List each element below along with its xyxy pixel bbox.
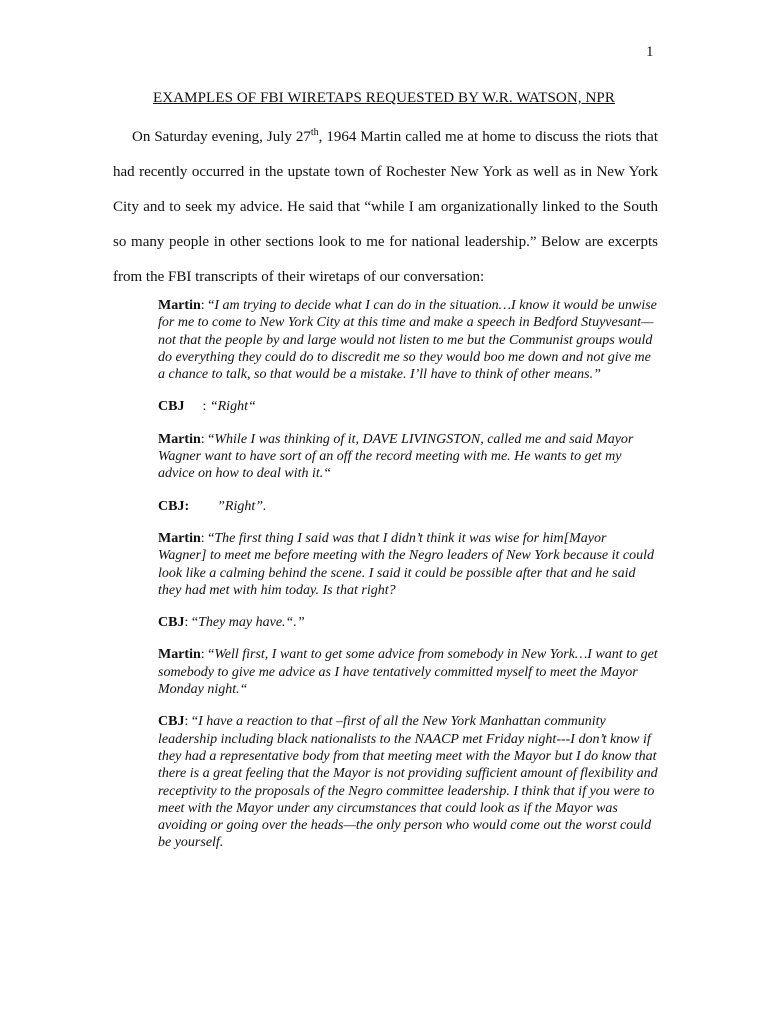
quote-text: They may have.“.” xyxy=(198,615,305,631)
speaker-separator: : xyxy=(202,399,210,415)
document-title: EXAMPLES OF FBI WIRETAPS REQUESTED BY W.R. WATSON, NPR xyxy=(153,90,615,106)
transcript-entry xyxy=(158,297,658,383)
speaker-name: CBJ: xyxy=(158,498,190,514)
speaker-name: CBJ xyxy=(158,399,185,415)
speaker-separator: : “ xyxy=(184,615,199,631)
quote-text: While I was thinking of it, DAVE LIVINGSTON, called me and said Mayor Wagner want to have sort of an off the record meeting with me. He wants to get my advice on how to deal with it.“ xyxy=(158,431,634,482)
transcript-entry xyxy=(158,530,658,599)
transcript-entry xyxy=(158,713,658,851)
intro-paragraph xyxy=(113,120,658,295)
quote-text: Well first, I want to get some advice from somebody in New York…I want to get somebody to give me advice as I have tentatively committed myself to meet the Mayor Monday night.“ xyxy=(158,647,658,698)
quote-text: The first thing I said was that I didn’t think it was wise for him[Mayor Wagner] to meet me before meeting with the Negro leaders of New York because it could look like a calming behind the scene. I said it could be possible after that and he said they had met with him today. Is that right? xyxy=(158,530,655,598)
speaker-name: Martin xyxy=(158,647,201,663)
intro-text-rest: , 1964 Martin called me at home to discuss the riots that had recently occurred in the upstate town of Rochester New York as well as in New York City and to seek my advice. He said that “while I am organizationally linked to the South so many people in other sections look to me for national leadership.” Below are excerpts from the FBI transcripts of their wiretaps of our conversation: xyxy=(113,129,658,285)
page-number: 1 xyxy=(646,44,654,60)
quote-text: I am trying to decide what I can do in the situation…I know it would be unwise for me to come to New York City at this time and make a speech in Bedford Stuyvesant—not that the people by and large would not listen to me but the Communist groups would do everything they could do to discredit me so they would boo me down and not give me a chance to talk, so that would be a mistake. I’ll have to think of other means.” xyxy=(158,298,657,383)
speaker-separator: : “ xyxy=(200,530,215,546)
intro-superscript: th xyxy=(310,127,319,138)
speaker-name: Martin xyxy=(158,431,201,447)
speaker-separator: : “ xyxy=(200,647,215,663)
transcript-entry xyxy=(158,646,658,698)
speaker-name: CBJ xyxy=(158,615,185,631)
speaker-name: Martin xyxy=(158,530,201,546)
speaker-separator: : “ xyxy=(200,298,215,313)
transcript-excerpts xyxy=(158,297,658,867)
quote-text: I have a reaction to that –first of all the New York Manhattan community leadership including black nationalists to the NAACP met Friday night---I don’t know if they had a representative body from that meeting meet with the Mayor but I do know that there is a great feeling that the Mayor is not providing sufficient amount of flexibility and receptivity to the proposals of the Negro committee leadership. I think that if you were to meet with the Mayor under any circumstances that could look as if the Mayor was avoiding or going over the heads—the only person who would come out the worst could be yourself. xyxy=(158,714,658,851)
transcript-entry xyxy=(158,398,658,415)
transcript-entry xyxy=(158,431,658,483)
speaker-name: Martin xyxy=(158,298,201,313)
quote-text: ”Right”. xyxy=(217,498,267,514)
speaker-name: CBJ xyxy=(158,714,185,730)
transcript-entry xyxy=(158,498,658,515)
intro-text-start: On Saturday evening, July 27 xyxy=(132,129,311,145)
speaker-separator: : “ xyxy=(184,714,199,730)
quote-text: “Right“ xyxy=(209,399,256,415)
transcript-entry xyxy=(158,614,658,631)
speaker-separator: : “ xyxy=(200,431,215,447)
